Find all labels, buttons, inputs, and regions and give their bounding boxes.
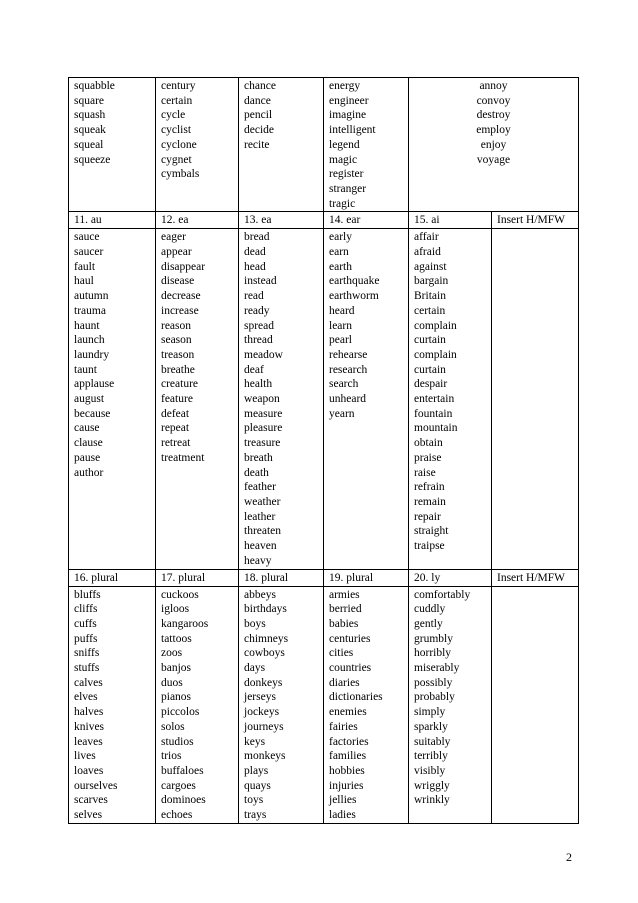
word: earthquake xyxy=(329,275,380,288)
word: kangaroos xyxy=(161,617,209,630)
word: saucer xyxy=(74,246,104,259)
word: imagine xyxy=(329,109,367,122)
section-header-row xyxy=(69,212,579,229)
word: visibly xyxy=(414,764,446,777)
word: solos xyxy=(161,720,185,733)
word: mountain xyxy=(414,422,458,435)
word: meadow xyxy=(244,348,283,361)
word: obtain xyxy=(414,437,443,450)
word: squeeze xyxy=(74,153,111,166)
word: head xyxy=(244,260,266,273)
word: suitably xyxy=(414,735,451,748)
column-header: 16. plural xyxy=(69,569,156,586)
word: pearl xyxy=(329,334,352,347)
word: deaf xyxy=(244,363,264,376)
insert-column xyxy=(492,229,579,569)
word: pencil xyxy=(244,109,273,122)
word: increase xyxy=(161,304,199,317)
word: convoy xyxy=(476,94,511,107)
word: death xyxy=(244,466,269,479)
word: decrease xyxy=(161,290,201,303)
word: fairies xyxy=(329,720,358,733)
word: knives xyxy=(74,720,105,733)
word: dance xyxy=(244,94,271,107)
word: earthworm xyxy=(329,290,379,303)
word: legend xyxy=(329,138,360,151)
word: tragic xyxy=(329,197,356,210)
word: earn xyxy=(329,246,349,259)
word: buffaloes xyxy=(161,764,204,777)
word: fault xyxy=(74,260,96,273)
word: wrinkly xyxy=(414,794,450,807)
word: igloos xyxy=(161,603,190,616)
word: disease xyxy=(161,275,195,288)
word: ladies xyxy=(329,809,356,822)
word-column xyxy=(239,78,324,212)
word-list-table xyxy=(68,77,579,824)
word: keys xyxy=(244,735,266,748)
column-header: 17. plural xyxy=(156,569,239,586)
word: zoos xyxy=(161,647,183,660)
word: chance xyxy=(244,80,276,92)
word: echoes xyxy=(161,809,193,822)
word: dictionaries xyxy=(329,691,383,704)
word: author xyxy=(74,466,104,479)
word: cymbals xyxy=(161,168,200,181)
word: halves xyxy=(74,706,104,719)
word: praise xyxy=(414,451,442,464)
word: jellies xyxy=(329,794,357,807)
word: refrain xyxy=(414,481,445,494)
word: hobbies xyxy=(329,764,365,777)
word: sauce xyxy=(74,231,100,244)
word: miserably xyxy=(414,662,460,675)
word: monkeys xyxy=(244,750,286,763)
word: straight xyxy=(414,525,449,538)
word: enjoy xyxy=(480,138,507,151)
word: pianos xyxy=(161,691,192,704)
word: factories xyxy=(329,735,369,748)
word: squash xyxy=(74,109,106,122)
word: repair xyxy=(414,510,441,523)
word: weather xyxy=(244,495,281,508)
word: laundry xyxy=(74,348,110,361)
word: season xyxy=(161,334,192,347)
word: defeat xyxy=(161,407,190,420)
word: research xyxy=(329,363,368,376)
insert-column xyxy=(492,586,579,823)
word: bread xyxy=(244,231,270,244)
column-header: Insert H/MFW xyxy=(492,569,579,586)
word: studios xyxy=(161,735,194,748)
word: wriggly xyxy=(414,779,450,792)
word: certain xyxy=(161,94,193,107)
word: applause xyxy=(74,378,115,391)
word: heavy xyxy=(244,554,272,567)
word: remain xyxy=(414,495,446,508)
word: magic xyxy=(329,153,358,166)
column-header: 18. plural xyxy=(239,569,324,586)
word: traipse xyxy=(414,540,445,553)
word-column xyxy=(409,78,579,212)
word: destroy xyxy=(476,109,511,122)
word: comfortably xyxy=(414,588,471,601)
word: treatment xyxy=(161,451,205,464)
section-header-row xyxy=(69,569,579,586)
word: search xyxy=(329,378,359,391)
word: horribly xyxy=(414,647,452,660)
word: bluffs xyxy=(74,588,101,601)
word: cargoes xyxy=(161,779,196,792)
word: annoy xyxy=(479,80,508,92)
word: dominoes xyxy=(161,794,206,807)
column-header: 19. plural xyxy=(324,569,409,586)
word: haunt xyxy=(74,319,100,332)
column-header: 13. ea xyxy=(239,212,324,229)
word: plays xyxy=(244,764,269,777)
word: berried xyxy=(329,603,362,616)
word: creature xyxy=(161,378,199,391)
word-column xyxy=(69,586,156,823)
word: square xyxy=(74,94,105,107)
word: cliffs xyxy=(74,603,98,616)
column-header: 20. ly xyxy=(409,569,492,586)
word-column xyxy=(324,586,409,823)
word: raise xyxy=(414,466,436,479)
word: piccolos xyxy=(161,706,200,719)
word: yearn xyxy=(329,407,355,420)
word: measure xyxy=(244,407,283,420)
word: early xyxy=(329,231,352,244)
word: threaten xyxy=(244,525,282,538)
word: sparkly xyxy=(414,720,448,733)
word: families xyxy=(329,750,367,763)
word: squabble xyxy=(74,80,115,92)
word: scarves xyxy=(74,794,108,807)
word: cuddly xyxy=(414,603,446,616)
word: cygnet xyxy=(161,153,192,166)
word: century xyxy=(161,80,196,92)
word-column xyxy=(409,229,492,569)
word: injuries xyxy=(329,779,364,792)
word-row xyxy=(69,586,579,823)
word: probably xyxy=(414,691,455,704)
word: abbeys xyxy=(244,588,276,601)
word: lives xyxy=(74,750,96,763)
word: launch xyxy=(74,334,105,347)
word: retreat xyxy=(161,437,191,450)
word-column xyxy=(239,586,324,823)
word: employ xyxy=(476,124,511,137)
word-column xyxy=(156,586,239,823)
word: complain xyxy=(414,319,457,332)
word: tattoos xyxy=(161,632,192,645)
word: recite xyxy=(244,138,270,151)
word: weapon xyxy=(244,393,280,406)
word: treasure xyxy=(244,437,281,450)
word: learn xyxy=(329,319,352,332)
word: thread xyxy=(244,334,273,347)
word-row xyxy=(69,229,579,569)
word: curtain xyxy=(414,363,446,376)
word: because xyxy=(74,407,111,420)
word: certain xyxy=(414,304,446,317)
word: grumbly xyxy=(414,632,453,645)
word: health xyxy=(244,378,273,391)
word: breath xyxy=(244,451,273,464)
word: dead xyxy=(244,246,266,259)
word: repeat xyxy=(161,422,190,435)
word-column xyxy=(69,229,156,569)
word: curtain xyxy=(414,334,446,347)
word: autumn xyxy=(74,290,109,303)
word: complain xyxy=(414,348,457,361)
word: voyage xyxy=(476,153,511,166)
word-column xyxy=(409,586,492,823)
word: august xyxy=(74,393,105,406)
word: cause xyxy=(74,422,100,435)
word: jockeys xyxy=(244,706,280,719)
word: Britain xyxy=(414,290,446,303)
word: breathe xyxy=(161,363,195,376)
column-header: 11. au xyxy=(69,212,156,229)
word: journeys xyxy=(244,720,284,733)
word: enemies xyxy=(329,706,367,719)
word: gently xyxy=(414,617,443,630)
word: clause xyxy=(74,437,103,450)
word: countries xyxy=(329,662,372,675)
word: feature xyxy=(161,393,193,406)
word: appear xyxy=(161,246,192,259)
word: squeak xyxy=(74,124,106,137)
word: selves xyxy=(74,809,103,822)
word: afraid xyxy=(414,246,441,259)
word: possibly xyxy=(414,676,453,689)
word: sniffs xyxy=(74,647,100,660)
word: stuffs xyxy=(74,662,100,675)
word: spread xyxy=(244,319,275,332)
word-column xyxy=(69,78,156,212)
word: ourselves xyxy=(74,779,118,792)
word: entertain xyxy=(414,393,455,406)
word: donkeys xyxy=(244,676,283,689)
word: trays xyxy=(244,809,267,822)
word: duos xyxy=(161,676,183,689)
word: banjos xyxy=(161,662,192,675)
word: centuries xyxy=(329,632,371,645)
word: feather xyxy=(244,481,276,494)
word: toys xyxy=(244,794,264,807)
word: pause xyxy=(74,451,101,464)
word: elves xyxy=(74,691,98,704)
word: unheard xyxy=(329,393,367,406)
word: register xyxy=(329,168,364,181)
word: cycle xyxy=(161,109,186,122)
word: loaves xyxy=(74,764,104,777)
column-header: 12. ea xyxy=(156,212,239,229)
word: cuckoos xyxy=(161,588,199,601)
word: earth xyxy=(329,260,352,273)
word: despair xyxy=(414,378,448,391)
word: squeal xyxy=(74,138,104,151)
word: heard xyxy=(329,304,355,317)
word: cyclone xyxy=(161,138,197,151)
word: heaven xyxy=(244,540,277,553)
word: read xyxy=(244,290,264,303)
word: armies xyxy=(329,588,360,601)
word-column xyxy=(156,78,239,212)
word: diaries xyxy=(329,676,360,689)
column-header: 15. ai xyxy=(409,212,492,229)
word: chimneys xyxy=(244,632,289,645)
word-column xyxy=(239,229,324,569)
word: decide xyxy=(244,124,275,137)
word: simply xyxy=(414,706,446,719)
word: against xyxy=(414,260,447,273)
word: cities xyxy=(329,647,354,660)
word: cuffs xyxy=(74,617,97,630)
word: cyclist xyxy=(161,124,192,137)
column-header: Insert H/MFW xyxy=(492,212,579,229)
word-column xyxy=(324,229,409,569)
word: trios xyxy=(161,750,182,763)
word: leaves xyxy=(74,735,103,748)
word: reason xyxy=(161,319,192,332)
page-number: 2 xyxy=(566,850,572,864)
word: trauma xyxy=(74,304,106,317)
word: disappear xyxy=(161,260,206,273)
word: boys xyxy=(244,617,266,630)
word: calves xyxy=(74,676,103,689)
word: stranger xyxy=(329,182,367,195)
word: leather xyxy=(244,510,276,523)
word: fountain xyxy=(414,407,453,420)
word: quays xyxy=(244,779,271,792)
word: terribly xyxy=(414,750,448,763)
word: rehearse xyxy=(329,348,368,361)
word: eager xyxy=(161,231,186,244)
word: cowboys xyxy=(244,647,285,660)
word: babies xyxy=(329,617,359,630)
word: affair xyxy=(414,231,439,244)
word: haul xyxy=(74,275,94,288)
word: instead xyxy=(244,275,277,288)
word: days xyxy=(244,662,266,675)
word: jerseys xyxy=(244,691,276,704)
word: bargain xyxy=(414,275,449,288)
word-column xyxy=(156,229,239,569)
column-header: 14. ear xyxy=(324,212,409,229)
top-word-row xyxy=(69,78,579,212)
word: engineer xyxy=(329,94,369,107)
word: pleasure xyxy=(244,422,283,435)
word: ready xyxy=(244,304,270,317)
word-column xyxy=(324,78,409,212)
word: birthdays xyxy=(244,603,287,616)
word: puffs xyxy=(74,632,98,645)
word: energy xyxy=(329,80,361,92)
word: treason xyxy=(161,348,195,361)
word: taunt xyxy=(74,363,97,376)
word: intelligent xyxy=(329,124,376,137)
